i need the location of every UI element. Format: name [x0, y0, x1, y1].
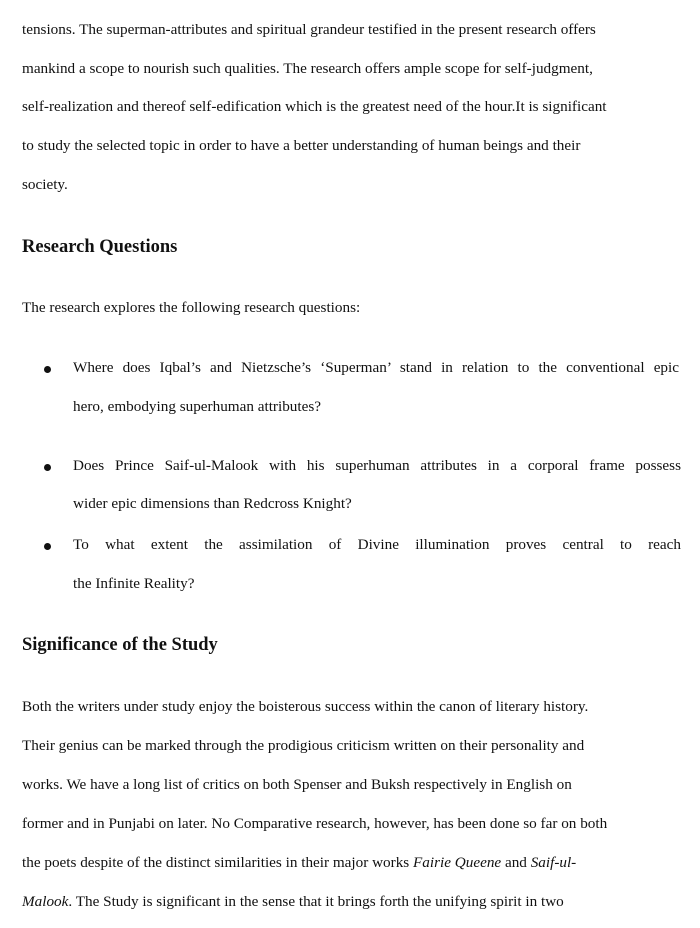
bullet-icon: [44, 366, 51, 373]
significance-line-6: [22, 892, 564, 912]
section-heading-significance: Significance of the Study: [22, 635, 218, 655]
intro-line-1: tensions. The superman-attributes and spiritual grandeur testified in the present research offers: [22, 21, 596, 38]
work-title-fairie-queene: Fairie Queene: [413, 854, 502, 871]
section-heading-research-questions: Research Questions: [22, 237, 178, 257]
conjunction-text: and: [501, 854, 531, 871]
significance-line-1: Both the writers under study enjoy the boisterous success within the canon of literary history.: [22, 698, 589, 715]
work-title-saif-ul-malook-part2: Malook: [22, 893, 69, 910]
question-1-line-2: hero, embodying superhuman attributes?: [73, 398, 321, 415]
bullet-icon: [44, 464, 51, 471]
question-1-line-1: Where does Iqbal’s and Nietzsche’s ‘Superman’ stand in relation to the conventional epic: [73, 359, 679, 376]
question-3-line-2: the Infinite Reality?: [73, 575, 195, 592]
significance-line-5-text: the poets despite of the distinct similarities in their major works: [22, 854, 414, 871]
intro-line-3: self-realization and thereof self-edification which is the greatest need of the hour.It is significant: [22, 98, 607, 115]
intro-line-2: mankind a scope to nourish such qualities. The research offers ample scope for self-judgment,: [22, 60, 593, 77]
intro-line-4: to study the selected topic in order to have a better understanding of human beings and their: [22, 137, 581, 154]
significance-line-2: Their genius can be marked through the prodigious criticism written on their personality and: [22, 737, 585, 754]
question-2-line-2: wider epic dimensions than Redcross Knight?: [73, 495, 352, 512]
question-3-line-1: To what extent the assimilation of Divine illumination proves central to reach: [73, 536, 681, 553]
significance-line-4: former and in Punjabi on later. No Comparative research, however, has been done so far on both: [22, 815, 608, 832]
bullet-icon: [44, 543, 51, 550]
significance-line-5: [22, 853, 576, 873]
research-questions-intro: The research explores the following research questions:: [22, 299, 361, 316]
significance-line-6-text: . The Study is significant in the sense that it brings forth the unifying spirit in two: [68, 893, 564, 910]
work-title-saif-ul-malook-part1: Saif-ul-: [530, 854, 577, 871]
intro-line-5: society.: [22, 176, 68, 193]
question-2-line-1: Does Prince Saif-ul-Malook with his superhuman attributes in a corporal frame possess: [73, 457, 681, 474]
significance-line-3: works. We have a long list of critics on both Spenser and Buksh respectively in English on: [22, 776, 572, 793]
